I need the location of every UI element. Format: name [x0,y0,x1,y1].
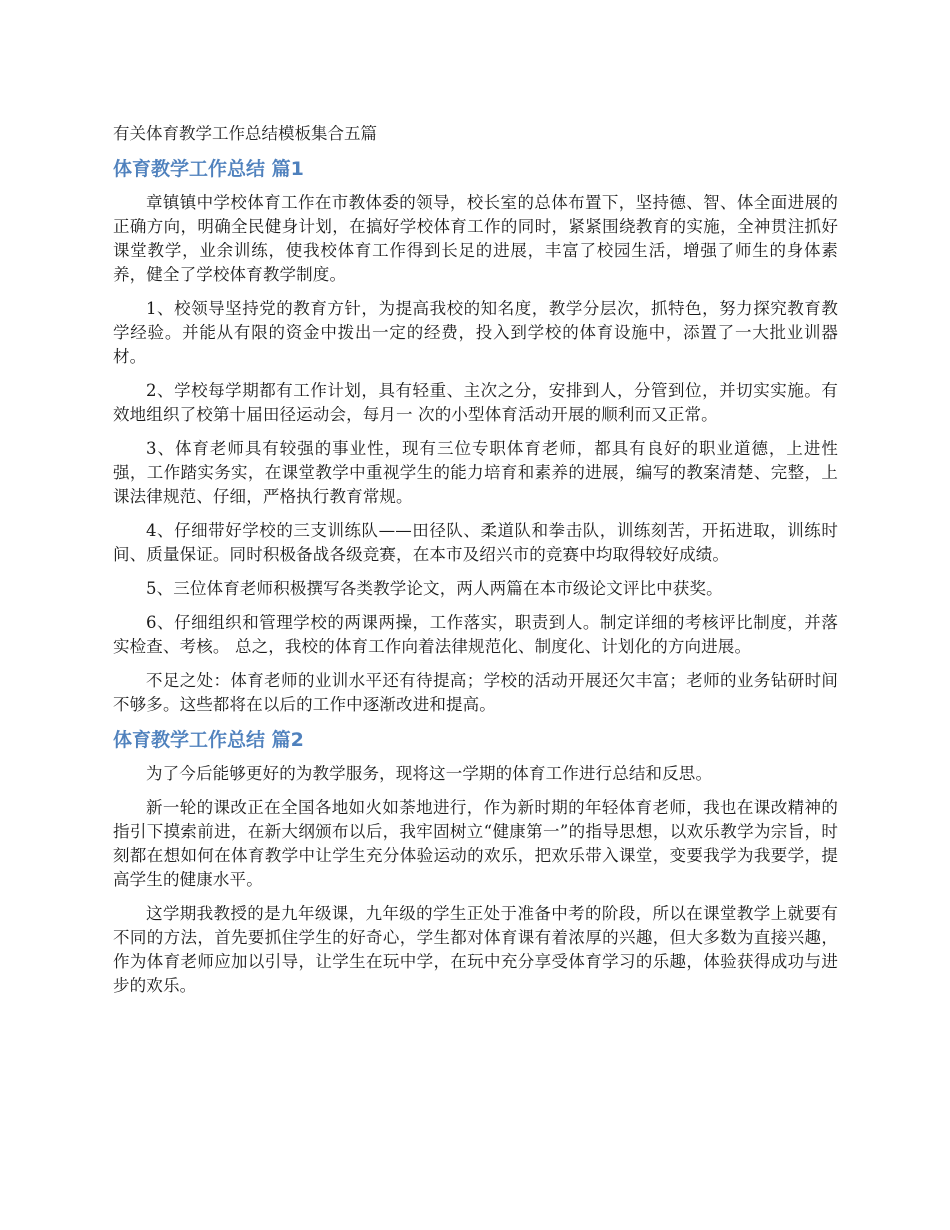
paragraph: 这学期我教授的是九年级课，九年级的学生正处于准备中考的阶段，所以在课堂教学上就要有不同的方法，首先要抓住学生的好奇心，学生都对体育课有着浓厚的兴趣，但大多数为直接兴趣，作为体育老师应加以引导，让学生在玩中学，在玩中充分享受体育学习的乐趣，体验获得成功与进步的欢乐。 [113,904,838,995]
paragraph: 4、仔细带好学校的三支训练队——田径队、柔道队和拳击队，训练刻苦，开拓进取，训练时间、质量保证。同时积极备战各级竞赛，在本市及绍兴市的竞赛中均取得较好成绩。 [113,521,838,564]
paragraph: 3、体育老师具有较强的事业性，现有三位专职体育老师，都具有良好的职业道德，上进性强，工作踏实务实，在课堂教学中重视学生的能力培育和素养的进展，编写的教案清楚、完整，上课法律规范、仔细，严格执行教育常规。 [113,439,838,506]
section-heading: 体育教学工作总结 篇2 [113,729,304,751]
paragraph: 章镇镇中学校体育工作在市教体委的领导，校长室的总体布置下，坚持德、智、体全面进展的正确方向，明确全民健身计划，在搞好学校体育工作的同时，紧紧围绕教育的实施，全神贯注抓好课堂教学，业余训练，使我校体育工作得到长足的进展，丰富了校园生活，增强了师生的身体素养，健全了学校体育教学制度。 [113,193,838,284]
paragraph: 1、校领导坚持党的教育方针，为提高我校的知名度，教学分层次，抓特色，努力探究教育教学经验。并能从有限的资金中拨出一定的经费，投入到学校的体育设施中，添置了一大批业训器材。 [113,299,838,366]
paragraph: 不足之处：体育老师的业训水平还有待提高；学校的活动开展还欠丰富；老师的业务钻研时间不够多。这些都将在以后的工作中逐渐改进和提高。 [113,671,838,714]
section-2 [113,727,838,998]
document-page [113,122,838,1008]
paragraph: 为了今后能够更好的为教学服务，现将这一学期的体育工作进行总结和反思。 [146,764,713,783]
paragraph: 6、仔细组织和管理学校的两课两操，工作落实，职责到人。制定详细的考核评比制度，并落实检查、考核。 总之，我校的体育工作向着法律规范化、制度化、计划化的方向进展。 [113,613,838,656]
section-1 [113,156,838,717]
paragraph: 2、学校每学期都有工作计划，具有轻重、主次之分，安排到人，分管到位，并切实实施。有效地组织了校第十届田径运动会，每月一 次的小型体育活动开展的顺利而又正常。 [113,381,838,424]
paragraph: 5、三位体育老师积极撰写各类教学论文，两人两篇在本市级论文评比中获奖。 [146,579,723,598]
document-title: 有关体育教学工作总结模板集合五篇 [113,124,377,143]
section-heading: 体育教学工作总结 篇1 [113,158,304,180]
paragraph: 新一轮的课改正在全国各地如火如荼地进行，作为新时期的年轻体育老师，我也在课改精神的指引下摸索前进，在新大纲颁布以后，我牢固树立“健康第一”的指导思想，以欢乐教学为宗旨，时刻都在想如何在体育教学中让学生充分体验运动的欢乐，把欢乐带入课堂，变要我学为我要学，提高学生的健康水平。 [113,798,838,889]
